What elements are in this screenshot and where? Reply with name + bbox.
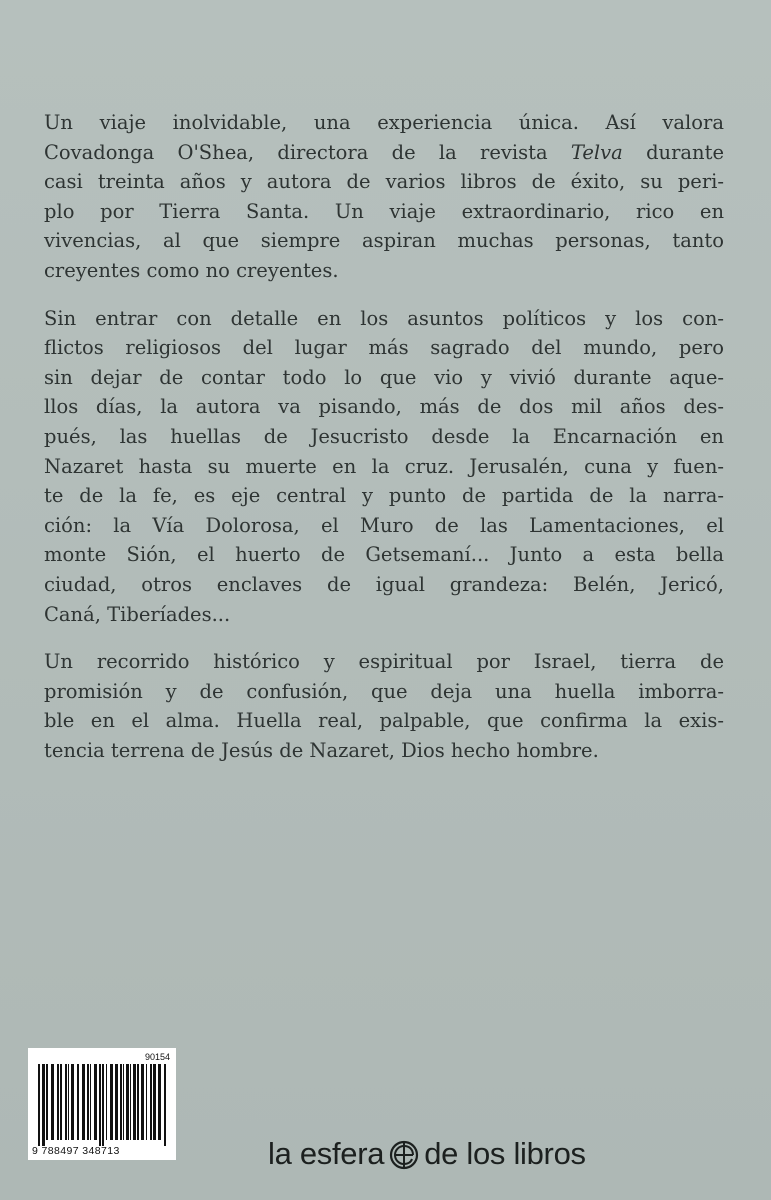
barcode-bar: [137, 1064, 139, 1140]
blurb-line: Caná, Tiberíades...: [44, 602, 231, 626]
barcode-bar: [99, 1064, 101, 1146]
barcode-bar: [38, 1064, 40, 1146]
barcode-bar: [150, 1064, 152, 1140]
barcode-bars: [34, 1064, 170, 1146]
blurb-line: creyentes como no creyentes.: [44, 258, 339, 282]
barcode-bar: [115, 1064, 118, 1140]
barcode-bar: [42, 1064, 45, 1146]
globe-e-icon: [389, 1140, 419, 1170]
blurb-line: ciudad, otros enclaves de igual grandeza: Belén, Jericó,: [44, 572, 724, 596]
barcode-bar: [102, 1064, 104, 1146]
blurb-line: sin dejar de contar todo lo que vio y vivió durante aque-: [44, 365, 724, 389]
blurb-line: vivencias, al que siempre aspiran muchas personas, tanto: [44, 229, 724, 253]
barcode-bar: [106, 1064, 107, 1140]
blurb-line: llos días, la autora va pisando, más de dos mil años des-: [44, 395, 724, 419]
barcode-bar: [158, 1064, 161, 1140]
blurb-line: te de la fe, es eje central y punto de partida de la narra-: [44, 484, 724, 508]
barcode-bar: [126, 1064, 129, 1140]
barcode-bar: [65, 1064, 67, 1140]
barcode-bar: [77, 1064, 79, 1140]
blurb-line: plo por Tierra Santa. Un viaje extraordinario, rico en: [44, 199, 724, 223]
barcode-bar: [82, 1064, 85, 1140]
barcode-bar: [57, 1064, 59, 1140]
blurb-paragraph-1: [44, 108, 724, 286]
barcode-bar: [51, 1064, 54, 1140]
blurb-line: tencia terrena de Jesús de Nazaret, Dios hecho hombre.: [44, 738, 599, 762]
blurb-line: pués, las huellas de Jesucristo desde la Encarnación en: [44, 424, 724, 448]
barcode-bar: [120, 1064, 122, 1140]
blurb-line: Un recorrido histórico y espiritual por Israel, tierra de: [44, 650, 724, 674]
barcode-bar: [68, 1064, 69, 1140]
isbn-barcode: [28, 1048, 176, 1160]
barcode-addon-number: 90154: [144, 1052, 170, 1062]
barcode-bar: [90, 1064, 91, 1140]
barcode-bar: [60, 1064, 62, 1140]
barcode-bar: [123, 1064, 124, 1140]
barcode-bar: [141, 1064, 144, 1140]
blurb-line: ción: la Vía Dolorosa, el Muro de las Lamentaciones, el: [44, 513, 724, 537]
barcode-bar: [110, 1064, 113, 1140]
magazine-title: Telva: [570, 140, 623, 164]
blurb-line: promisión y de confusión, que deja una huella imborra-: [44, 679, 724, 703]
barcode-bar: [130, 1064, 131, 1140]
blurb-paragraph-2: [44, 304, 724, 630]
blurb-line: Covadonga O'Shea, directora de la revista Telva durante: [44, 140, 724, 164]
barcode-bar: [133, 1064, 136, 1140]
barcode-bar: [146, 1064, 147, 1140]
barcode-bar: [46, 1064, 48, 1140]
blurb-line: Nazaret hasta su muerte en la cruz. Jerusalén, cuna y fuen-: [44, 454, 724, 478]
blurb-text: [44, 108, 724, 783]
publisher-logo: [268, 1136, 586, 1172]
blurb-line: monte Sión, el huerto de Getsemaní... Junto a esta bella: [44, 543, 724, 567]
isbn-number: 9 788497 348713: [32, 1145, 120, 1157]
barcode-bar: [164, 1064, 166, 1146]
barcode-bar: [94, 1064, 97, 1140]
blurb-line: Sin entrar con detalle en los asuntos políticos y los con-: [44, 306, 724, 330]
barcode-bar: [71, 1064, 74, 1140]
barcode-bar: [153, 1064, 156, 1140]
blurb-line: casi treinta años y autora de varios libros de éxito, su peri-: [44, 170, 724, 194]
publisher-name-part-1: la esfera: [268, 1136, 385, 1171]
publisher-name-part-2: de los libros: [424, 1136, 586, 1171]
blurb-line: ble en el alma. Huella real, palpable, que confirma la exis-: [44, 709, 724, 733]
barcode-bar: [87, 1064, 89, 1140]
blurb-line: Un viaje inolvidable, una experiencia única. Así valora: [44, 111, 724, 134]
blurb-paragraph-3: [44, 647, 724, 765]
blurb-line: flictos religiosos del lugar más sagrado del mundo, pero: [44, 336, 724, 360]
